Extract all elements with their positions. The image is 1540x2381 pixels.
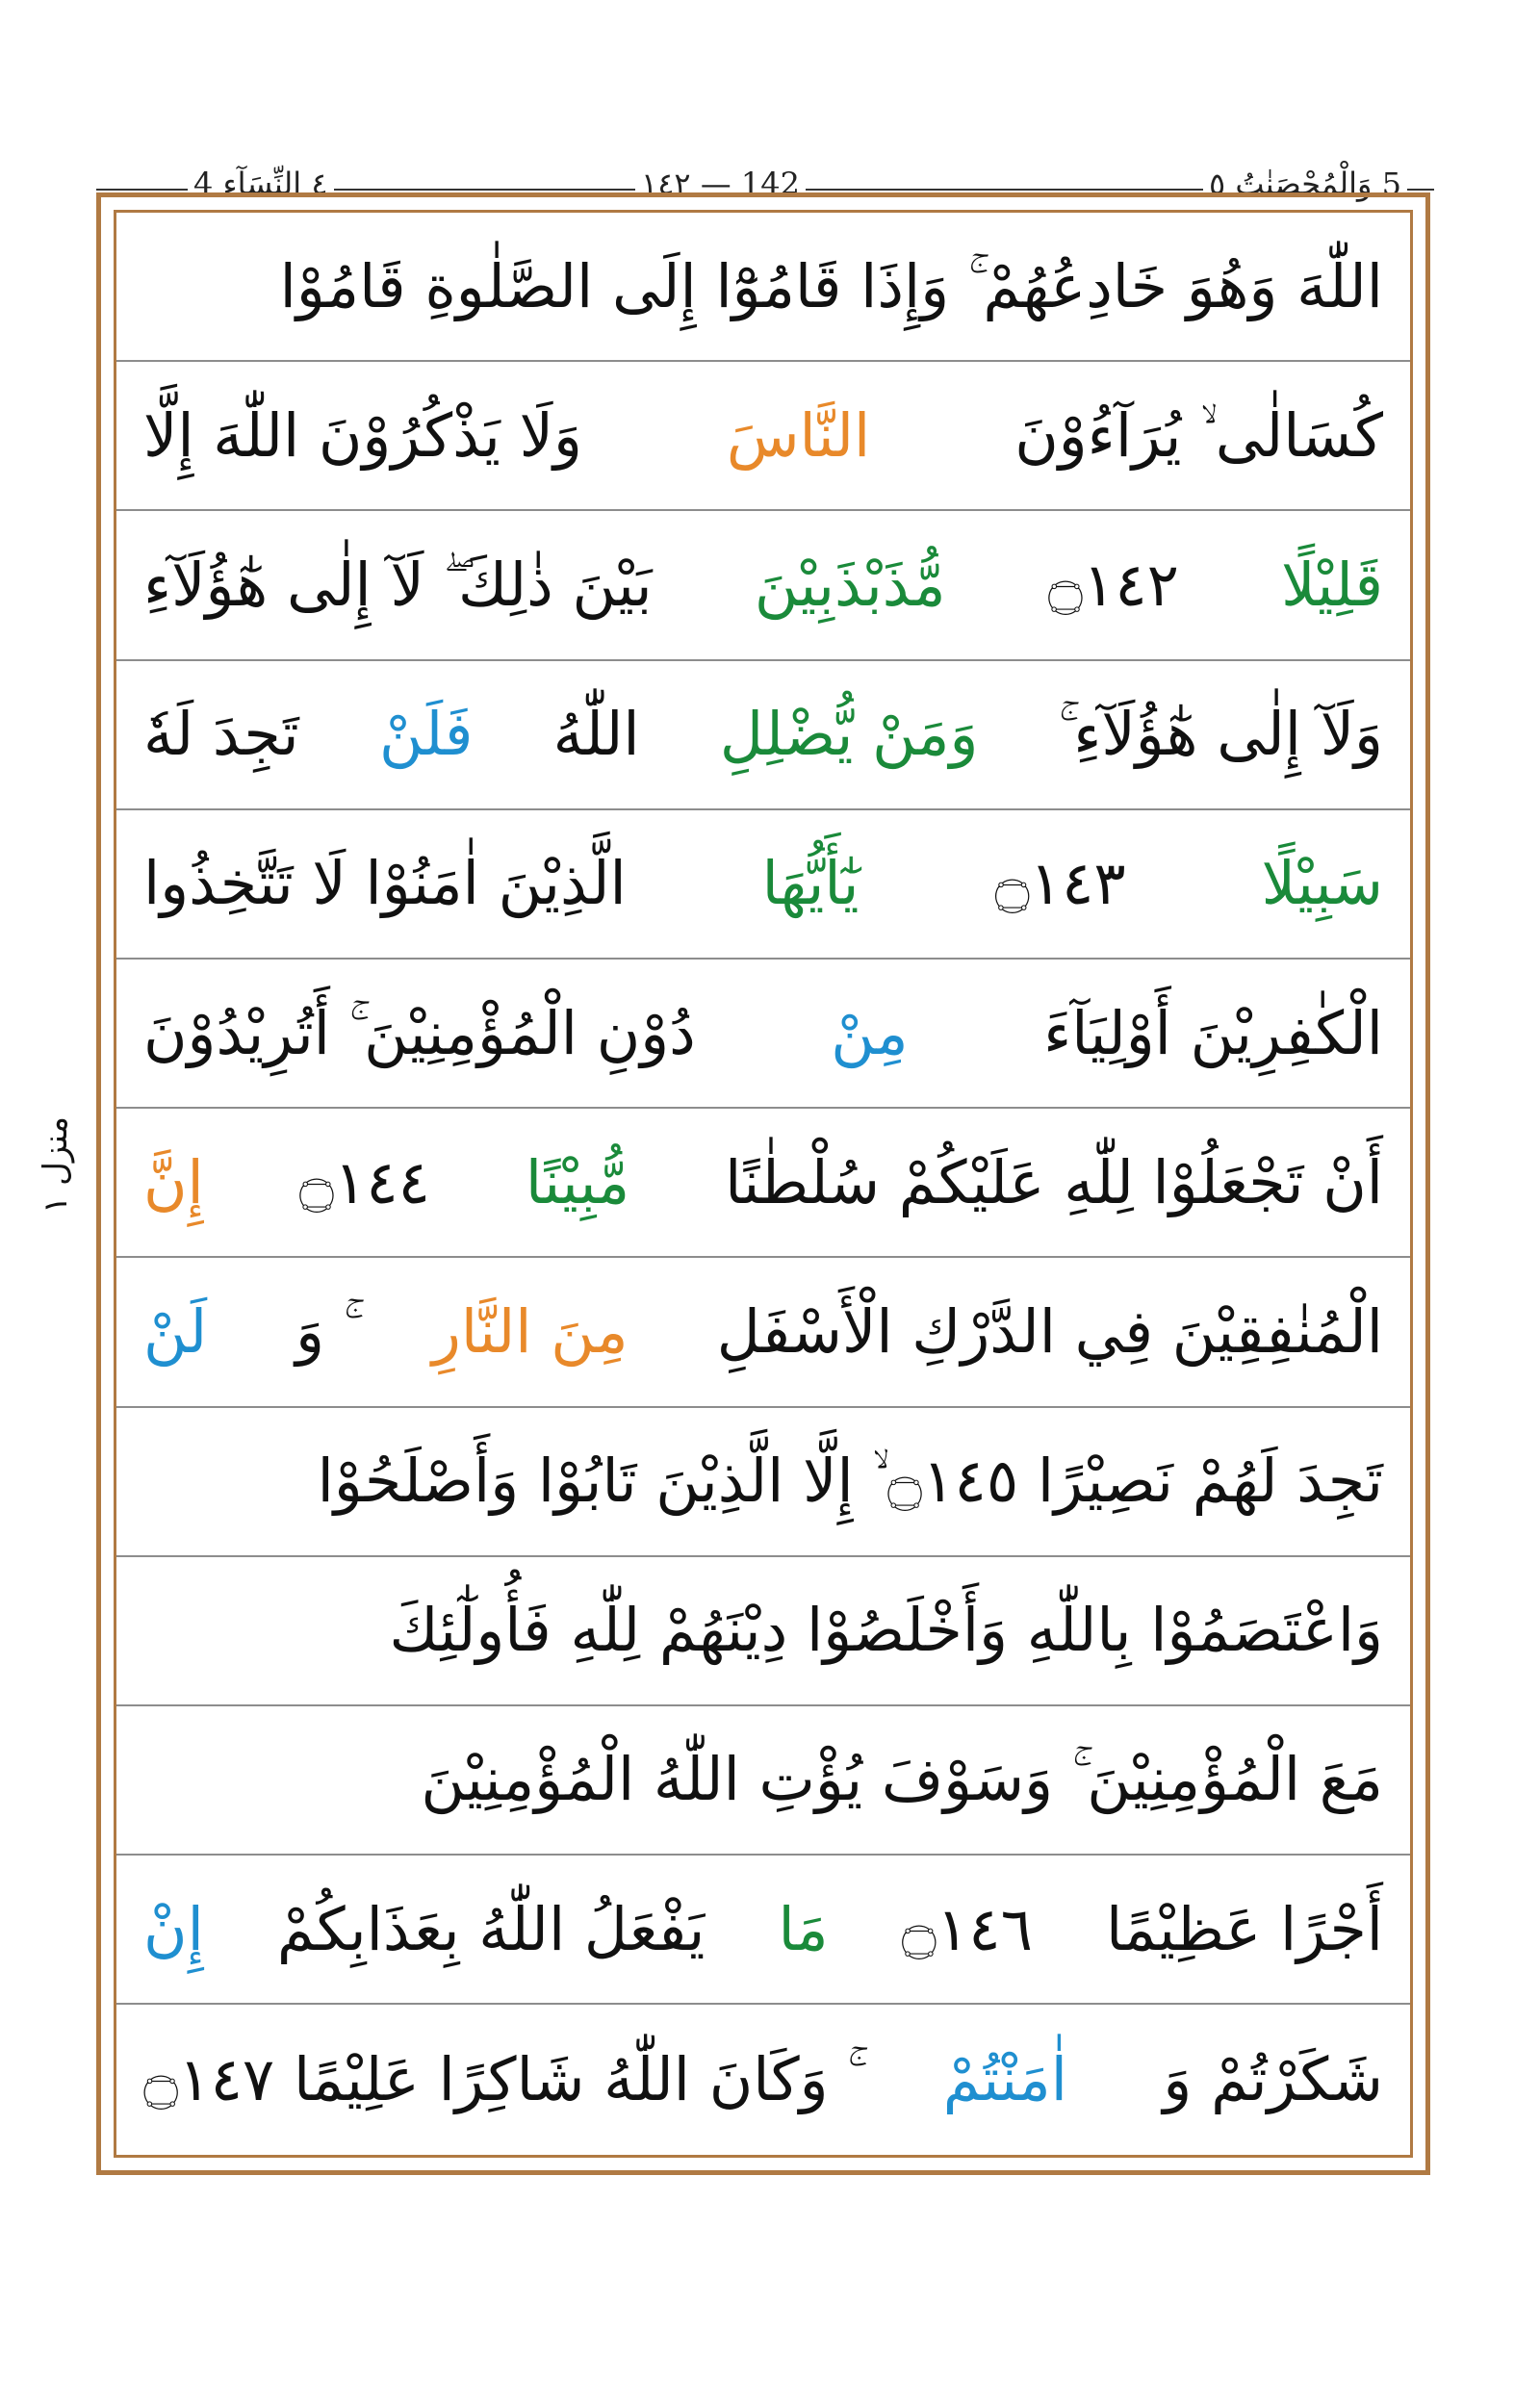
quran-text-block bbox=[116, 213, 1410, 2155]
header-surah: ٤ النِّسَآء 4 bbox=[188, 166, 334, 202]
text-segment: يَفْعَلُ اللّٰهُ بِعَذَابِكُمْ bbox=[276, 1893, 706, 1964]
text-line-4 bbox=[116, 661, 1410, 810]
text-segment: الْكٰفِرِيْنَ أَوْلِيَآءَ bbox=[1043, 997, 1383, 1068]
manzil-label: منزل ١ bbox=[37, 1116, 75, 1215]
text-segment: ۝١٤٢ bbox=[1047, 549, 1179, 620]
text-line-11 bbox=[116, 1706, 1410, 1856]
text-line-10 bbox=[116, 1557, 1410, 1706]
text-segment: دُوْنِ الْمُؤْمِنِيْنَ ۚ أَتُرِيْدُوْنَ bbox=[143, 997, 696, 1068]
text-segment: سَبِيْلًا bbox=[1261, 848, 1383, 919]
text-segment: اللّٰهُ bbox=[552, 699, 640, 770]
text-line-13 bbox=[116, 2005, 1410, 2154]
text-segment: شَكَرْتُمْ وَ bbox=[1163, 2043, 1383, 2114]
text-segment: أَنْ تَجْعَلُوْا لِلّٰهِ عَلَيْكُمْ سُلْطٰنًا bbox=[725, 1146, 1383, 1217]
text-segment: ۝١٤٦ bbox=[901, 1893, 1033, 1964]
text-segment: ۝١٤٤ bbox=[298, 1146, 430, 1217]
text-line-8 bbox=[116, 1258, 1410, 1407]
text-segment: وَمَنْ يُّضْلِلِ bbox=[719, 699, 979, 770]
header-juz: 5 وَالْمُحْصَنٰتُ ٥ bbox=[1203, 166, 1407, 202]
text-line-12 bbox=[116, 1856, 1410, 2005]
text-segment: النَّاسَ bbox=[726, 399, 871, 471]
text-segment: وَاعْتَصَمُوْا بِاللّٰهِ وَأَخْلَصُوْا دِيْنَهُمْ لِلّٰهِ فَأُولٰٓئِكَ bbox=[389, 1595, 1383, 1666]
text-segment: مَا bbox=[778, 1893, 829, 1964]
text-segment: أَجْرًا عَظِيْمًا bbox=[1106, 1893, 1383, 1964]
text-line-6 bbox=[116, 960, 1410, 1109]
text-segment: مَعَ الْمُؤْمِنِيْنَ ۚ وَسَوْفَ يُؤْتِ اللّٰهُ الْمُؤْمِنِيْنَ bbox=[421, 1744, 1383, 1815]
text-segment: إِنْ bbox=[143, 1893, 204, 1964]
text-segment: مِنَ النَّارِ bbox=[431, 1295, 629, 1367]
text-segment: ۚ وَكَانَ اللّٰهُ شَاكِرًا عَلِيْمًا ۝١٤٧ bbox=[143, 2043, 848, 2114]
text-segment: إِنَّ bbox=[143, 1146, 204, 1217]
text-line-5 bbox=[116, 810, 1410, 960]
text-line-3 bbox=[116, 511, 1410, 660]
text-segment: بَيْنَ ذٰلِكَ ۖ لَآ إِلٰى هٰٓؤُلَآءِ bbox=[143, 549, 653, 620]
text-segment: مُّذَبْذَبِيْنَ bbox=[754, 549, 946, 620]
text-segment: مُّبِيْنًا bbox=[525, 1146, 630, 1217]
text-line-1 bbox=[116, 213, 1410, 362]
text-segment: ۝١٤٣ bbox=[994, 848, 1126, 919]
header-page-number: 142 — ١٤٢ bbox=[635, 166, 806, 202]
text-segment: مِنْ bbox=[831, 997, 909, 1068]
text-segment: الْمُنٰفِقِيْنَ فِي الدَّرْكِ الْأَسْفَلِ bbox=[716, 1295, 1383, 1367]
text-segment: كُسَالٰى ۙ يُرَآءُوْنَ bbox=[1014, 399, 1383, 471]
text-line-2 bbox=[116, 362, 1410, 511]
text-segment: الَّذِيْنَ اٰمَنُوْا لَا تَتَّخِذُوا bbox=[143, 848, 627, 919]
text-segment: تَجِدَ لَهُمْ نَصِيْرًا ۝١٤٥ ۙ إِلَّا الَّذِيْنَ تَابُوْا وَأَصْلَحُوْا bbox=[317, 1446, 1383, 1517]
text-line-9 bbox=[116, 1408, 1410, 1557]
text-segment: ۚ وَ bbox=[295, 1295, 344, 1367]
text-segment: تَجِدَ لَهٗ bbox=[143, 699, 299, 770]
text-line-7 bbox=[116, 1109, 1410, 1258]
text-segment: لَنْ bbox=[143, 1295, 208, 1367]
text-segment: وَلَآ إِلٰى هٰٓؤُلَآءِ ۚ bbox=[1058, 699, 1383, 770]
text-segment: اللّٰهَ وَهُوَ خَادِعُهُمْ ۚ وَإِذَا قَامُوْٓا إِلَى الصَّلٰوةِ قَامُوْا bbox=[279, 250, 1383, 321]
text-segment: وَلَا يَذْكُرُوْنَ اللّٰهَ إِلَّا bbox=[143, 399, 582, 471]
text-segment: يٰٓأَيُّهَا bbox=[761, 848, 860, 919]
text-segment: اٰمَنْتُمْ bbox=[942, 2043, 1067, 2114]
text-segment: قَلِيْلًا bbox=[1281, 549, 1383, 620]
text-segment: فَلَنْ bbox=[379, 699, 474, 770]
